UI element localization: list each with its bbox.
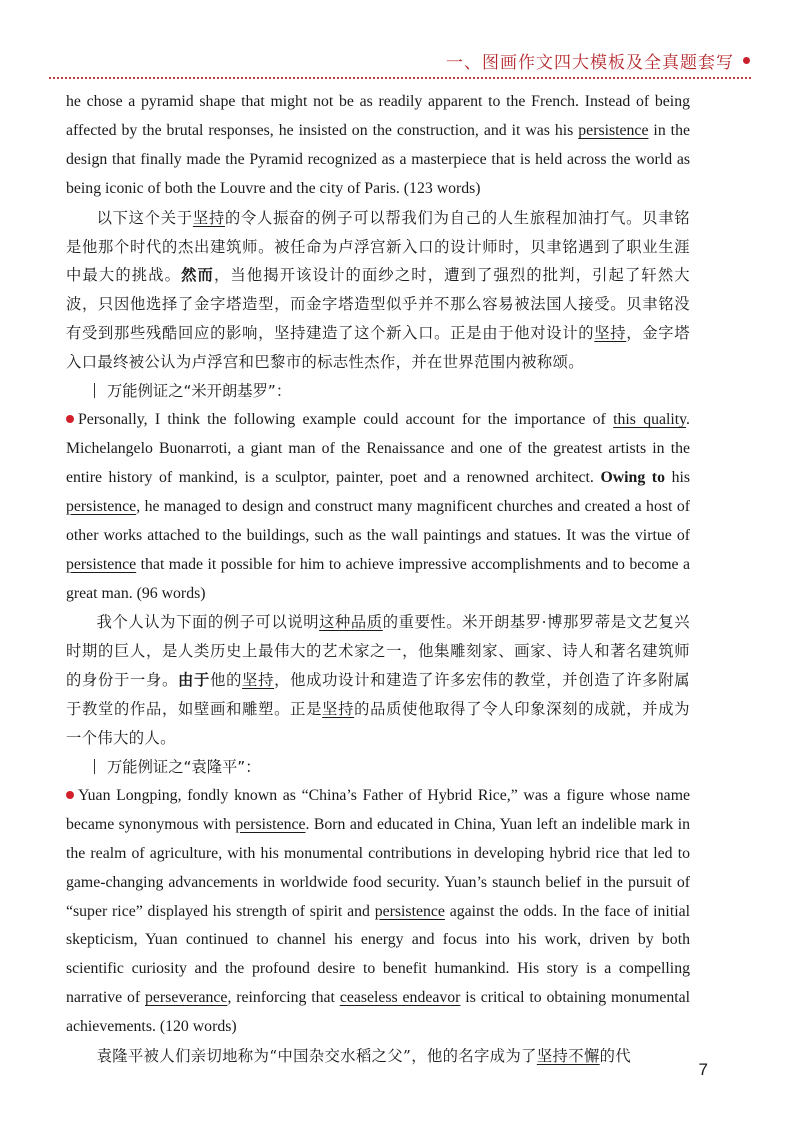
red-bullet-icon bbox=[66, 415, 74, 423]
heading-bar-icon bbox=[94, 759, 95, 774]
chinese-translation-pei: 以下这个关于坚持的令人振奋的例子可以帮我们为自己的人生旅程加油打气。贝聿铭是他那个时代的杰出建筑师。被任命为卢浮宫新入口的设计师时，贝聿铭遇到了职业生涯中最大的挑战。然而，当他揭开该设计的面纱之时，遭到了强烈的批判，引起了轩然大波，只因他选择了金字塔造型，而金字塔造型似乎并不那么容易被法国人接受。贝聿铭没有受到那些残酷回应的影响，坚持建造了这个新入口。正是由于他对设计的坚持，金字塔入口最终被公认为卢浮宫和巴黎市的标志性杰作，并在世界范围内被称颂。 bbox=[66, 208, 690, 372]
english-paragraph-pei: he chose a pyramid shape that might not be as readily apparent to the French. Instead of being affected by the brutal responses, he insisted on the construction, and it was his persistence in the design that finally made the Pyramid recognized as a masterpiece that is held across the world as being iconic of both the Louvre and the city of Paris. (123 words) bbox=[66, 93, 690, 197]
header-dot-icon bbox=[743, 57, 750, 64]
section-heading-yuan-longping: 万能例证之“袁隆平”： bbox=[66, 753, 690, 782]
underlined-phrase: 坚持 bbox=[242, 671, 275, 690]
section-heading-michelangelo: 万能例证之“米开朗基罗”： bbox=[66, 377, 690, 406]
underlined-phrase: perseverance bbox=[145, 989, 228, 1007]
underlined-phrase: 坚持 bbox=[594, 324, 627, 343]
chinese-translation-michelangelo: 我个人认为下面的例子可以说明这种品质的重要性。米开朗基罗·博那罗蒂是文艺复兴时期的巨人，是人类历史上最伟大的艺术家之一，他集雕刻家、画家、诗人和著名建筑师的身份于一身。由于他的坚持，他成功设计和建造了许多宏伟的教堂，并创造了许多附属于教堂的作品，如壁画和雕塑。正是坚持的品质使他取得了令人印象深刻的成就，并成为一个伟大的人。 bbox=[66, 613, 690, 748]
underlined-phrase: ceaseless endeavor bbox=[339, 989, 461, 1007]
page-number: 7 bbox=[698, 1060, 708, 1079]
underlined-phrase: this quality bbox=[613, 411, 687, 429]
underlined-phrase: persistence bbox=[66, 555, 137, 573]
underlined-phrase: persistence bbox=[578, 121, 649, 139]
underlined-phrase: persistence bbox=[374, 902, 445, 920]
underlined-phrase: persistence bbox=[235, 815, 306, 833]
underlined-phrase: 坚持不懈 bbox=[536, 1047, 600, 1066]
header-title: 一、图画作文四大模板及全真题套写 bbox=[446, 53, 734, 73]
english-paragraph-yuan-longping: Yuan Longping, fondly known as “China’s Father of Hybrid Rice,” was a figure whose name became synonymous with persistence. Born and educated in China, Yuan left an indelible mark in the realm of agriculture, with his monumental contributions in developing hybrid rice that led to game-changing advancements in worldwide food security. Yuan’s staunch belief in the pursuit of “super rice” displayed his strength of spirit and persistence against the odds. In the face of initial skepticism, Yuan continued to channel his energy and focus into his work, driven by both scientific curiosity and the profound desire to benefit humankind. His story is a compelling narrative of perseverance, reinforcing that ceaseless endeavor is critical to obtaining monumental achievements. (120 words) bbox=[66, 786, 691, 1036]
underlined-phrase: persistence bbox=[66, 497, 137, 515]
underlined-phrase: 这种品质 bbox=[319, 613, 383, 632]
heading-bar-icon bbox=[94, 383, 95, 398]
english-paragraph-michelangelo: Personally, I think the following example could account for the importance of this quality. Michelangelo Buonarroti, a giant man of the Renaissance and one of the greatest artists in the entire history of mankind, is a sculptor, painter, poet and a renowned architect. Owing to his persistence, he managed to design and construct many magnificent churches and created a host of other works attached to the buildings, such as the wall paintings and statues. It was the virtue of persistence that made it possible for him to achieve impressive accomplishments and to become a great man. (96 words) bbox=[66, 411, 691, 602]
underlined-phrase: 坚持 bbox=[192, 208, 225, 227]
running-header bbox=[446, 48, 750, 73]
header-divider bbox=[49, 77, 751, 79]
underlined-phrase: 坚持 bbox=[322, 700, 355, 719]
page-body bbox=[66, 88, 690, 1071]
red-bullet-icon bbox=[66, 791, 74, 799]
chinese-translation-yuan-longping: 袁隆平被人们亲切地称为“中国杂交水稻之父”，他的名字成为了坚持不懈的代 bbox=[96, 1047, 632, 1066]
